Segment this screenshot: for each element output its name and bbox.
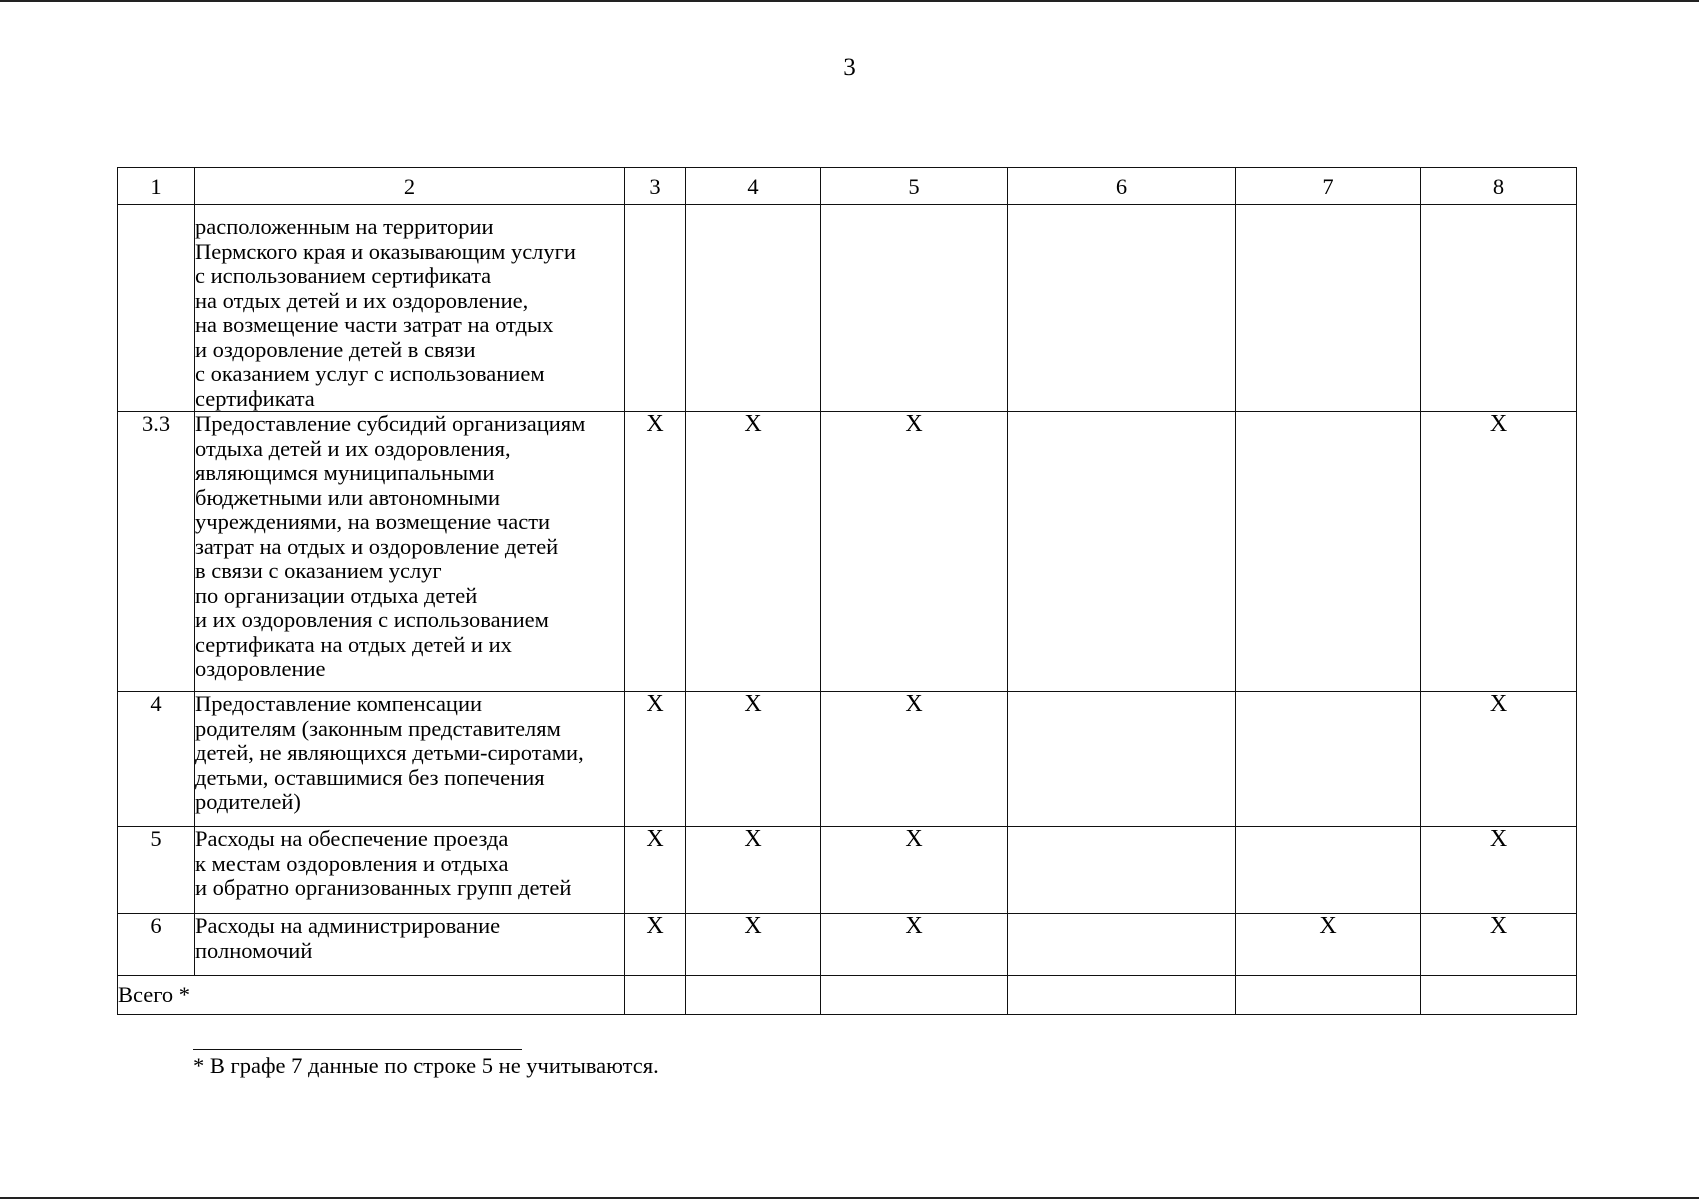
row-description — [195, 827, 625, 914]
description-line: к местам оздоровления и отдыха — [195, 850, 509, 876]
total-cell — [686, 976, 821, 1015]
description-line: в связи с оказанием услуг — [195, 558, 442, 583]
description-line: затрат на отдых и оздоровление детей — [195, 533, 559, 559]
description-line: по организации отдыха детей — [195, 582, 478, 608]
description-line: детей, не являющихся детьми-сиротами, — [195, 740, 584, 765]
row-description — [195, 914, 625, 976]
mark-cell: X — [821, 914, 1008, 976]
mark-cell: X — [686, 827, 821, 914]
table-row — [118, 412, 1577, 692]
mark-cell — [1008, 827, 1236, 914]
mark-cell: X — [625, 827, 686, 914]
header-cell: 4 — [686, 168, 821, 205]
mark-cell: X — [686, 914, 821, 976]
mark-cell: X — [821, 692, 1008, 827]
mark-cell — [1236, 412, 1421, 692]
mark-cell: X — [1236, 914, 1421, 976]
mark-cell: X — [625, 692, 686, 827]
table-row — [118, 692, 1577, 827]
total-cell — [821, 976, 1008, 1015]
description-line: родителей) — [195, 789, 301, 814]
bottom-edge-line — [0, 1197, 1699, 1199]
description-line: с оказанием услуг с использованием — [195, 361, 545, 386]
header-cell: 8 — [1421, 168, 1577, 205]
mark-cell: X — [821, 412, 1008, 692]
row-description — [195, 692, 625, 827]
row-number: 6 — [118, 914, 195, 976]
row-description — [195, 412, 625, 692]
mark-cell — [1421, 205, 1577, 412]
expenditure-table — [117, 167, 1577, 1015]
description-line: бюджетными или автономными — [195, 484, 501, 510]
description-line: Предоставление субсидий организациям — [195, 411, 586, 436]
total-cell — [625, 976, 686, 1015]
description-line: сертификата на отдых детей и их — [195, 631, 512, 657]
footnote: * В графе 7 данные по строке 5 не учитываются. — [193, 1053, 659, 1078]
table-row — [118, 827, 1577, 914]
mark-cell: X — [1421, 914, 1577, 976]
mark-cell — [1008, 692, 1236, 827]
mark-cell: X — [686, 412, 821, 692]
header-cell: 1 — [118, 168, 195, 205]
mark-cell — [1236, 205, 1421, 412]
mark-cell — [1236, 827, 1421, 914]
header-cell: 3 — [625, 168, 686, 205]
description-line: Предоставление компенсации — [195, 691, 483, 716]
row-description — [195, 205, 625, 412]
footnote-separator — [193, 1049, 522, 1050]
description-line: и их оздоровления с использованием — [195, 607, 549, 632]
description-line: оздоровление — [195, 656, 326, 681]
total-cell — [1236, 976, 1421, 1015]
description-line: расположенным на территории — [195, 214, 494, 239]
top-edge-line — [0, 0, 1699, 2]
description-line: сертификата — [195, 385, 315, 411]
mark-cell: X — [1421, 412, 1577, 692]
mark-cell — [625, 205, 686, 412]
description-line: и обратно организованных групп детей — [195, 875, 572, 900]
mark-cell — [686, 205, 821, 412]
description-line: с использованием сертификата — [195, 263, 492, 288]
description-line: на отдых детей и их оздоровление, — [195, 287, 529, 313]
total-label: Всего * — [118, 976, 625, 1015]
table-row — [118, 205, 1577, 412]
mark-cell — [1008, 205, 1236, 412]
mark-cell: X — [625, 412, 686, 692]
mark-cell: X — [821, 827, 1008, 914]
header-cell: 5 — [821, 168, 1008, 205]
row-number: 3.3 — [118, 412, 195, 692]
description-line: Расходы на администрирование — [195, 913, 501, 938]
description-line: учреждениями, на возмещение части — [195, 509, 551, 534]
total-cell — [1008, 976, 1236, 1015]
row-number — [118, 205, 195, 412]
table-row — [118, 914, 1577, 976]
mark-cell — [1236, 692, 1421, 827]
description-line: и оздоровление детей в связи — [195, 336, 476, 362]
mark-cell — [1008, 914, 1236, 976]
description-line: полномочий — [195, 937, 313, 963]
description-line: родителям (законным представителям — [195, 715, 561, 741]
header-cell: 2 — [195, 168, 625, 205]
total-cell — [1421, 976, 1577, 1015]
row-number: 4 — [118, 692, 195, 827]
mark-cell: X — [625, 914, 686, 976]
mark-cell: X — [686, 692, 821, 827]
description-line: отдыха детей и их оздоровления, — [195, 435, 511, 461]
description-line: Расходы на обеспечение проезда — [195, 826, 509, 851]
mark-cell — [1008, 412, 1236, 692]
page-number: 3 — [843, 54, 856, 81]
mark-cell: X — [1421, 692, 1577, 827]
table-header-row — [118, 168, 1577, 205]
row-number: 5 — [118, 827, 195, 914]
header-cell: 7 — [1236, 168, 1421, 205]
description-line: Пермского края и оказывающим услуги — [195, 238, 576, 264]
mark-cell — [821, 205, 1008, 412]
header-cell: 6 — [1008, 168, 1236, 205]
mark-cell: X — [1421, 827, 1577, 914]
total-row — [118, 976, 1577, 1015]
description-line: на возмещение части затрат на отдых — [195, 312, 554, 337]
description-line: детьми, оставшимися без попечения — [195, 764, 545, 790]
description-line: являющимся муниципальными — [195, 460, 495, 485]
